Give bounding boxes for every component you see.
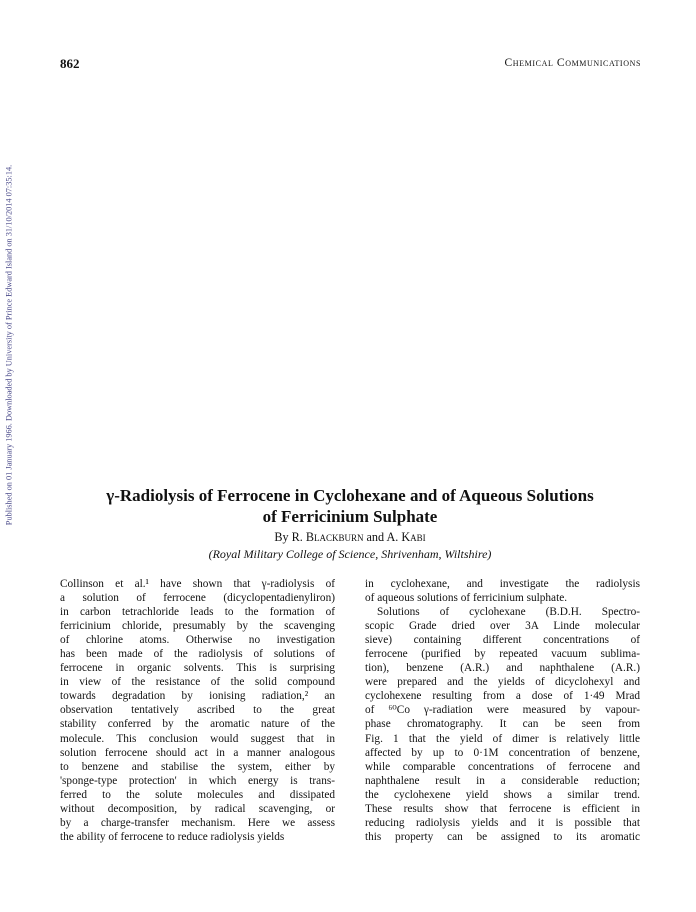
- article-title-line: γ-Radiolysis of Ferrocene in Cyclohexane and of Aqueous Solutions: [106, 486, 594, 505]
- body-line: were prepared and the yields of dicyclohexyl and: [365, 676, 640, 689]
- body-line: ferricinium chloride, presumably by the scavenging: [60, 620, 335, 633]
- journal-name: Chemical Communications: [504, 57, 641, 69]
- body-line: the cyclohexene yield shows a similar trend.: [365, 788, 640, 801]
- body-line: of ⁶⁰Co γ-radiation were measured by vapour-: [365, 704, 640, 717]
- body-line: has been made of the radiolysis of solutions of: [60, 648, 335, 661]
- body-line: towards degradation by ionising radiation,² an: [60, 690, 335, 703]
- body-line: solution ferrocene should act in a manner analogous: [60, 746, 335, 759]
- body-line: ferrocene (purified by repeated vacuum sublima-: [365, 648, 640, 661]
- body-line: the ability of ferrocene to reduce radiolysis yields: [60, 830, 285, 843]
- affiliation: (Royal Military College of Science, Shrivenham, Wiltshire): [208, 547, 492, 561]
- page-number: 862: [60, 56, 80, 71]
- body-line: 'sponge-type protection' in which energy is trans-: [60, 774, 335, 787]
- body-line: stability conferred by the aromatic nature of the: [60, 718, 335, 731]
- body-line: observation tentatively ascribed to the great: [60, 704, 335, 717]
- author-name: Kabi: [401, 530, 426, 544]
- body-line: without decomposition, by radical scavenging, or: [60, 802, 335, 815]
- body-line: tion), benzene (A.R.) and naphthalene (A.R.): [365, 662, 640, 675]
- right-column: [365, 577, 640, 844]
- body-line: sieve) containing different concentrations of: [365, 634, 640, 647]
- article-title-line: of Ferricinium Sulphate: [262, 507, 438, 526]
- body-line: this property can be assigned to its aromatic: [365, 830, 640, 843]
- body-line: in cyclohexane, and investigate the radiolysis: [365, 578, 640, 590]
- author-line: [60, 530, 640, 545]
- author-by: By R.: [274, 530, 303, 544]
- body-line: to benzene and stabilise the system, either by: [60, 760, 335, 773]
- body-line: reducing radiolysis yields and it is possible that: [365, 816, 640, 829]
- body-line: These results show that ferrocene is efficient in: [365, 802, 640, 815]
- body-line: phase chromatography. It can be seen from: [365, 718, 640, 731]
- article-title: [60, 485, 640, 527]
- body-line: affected by up to 0·1M concentration of benzene,: [365, 746, 640, 759]
- body-line: ferred to the solute molecules and dissipated: [60, 788, 335, 801]
- author-and: and A.: [366, 530, 399, 544]
- download-watermark-text: Published on 01 January 1966. Downloaded by University of Prince Edward Island on 31/10/2014 07:35:14.: [4, 164, 14, 526]
- body-line: scopic Grade dried over 3A Linde molecular: [365, 620, 640, 633]
- body-line: in view of the resistance of the solid compound: [60, 676, 335, 689]
- body-line: cyclohexene resulting from a dose of 1·49 Mrad: [365, 690, 640, 703]
- body-line: of aqueous solutions of ferricinium sulphate.: [365, 592, 568, 605]
- body-line: Fig. 1 that the yield of dimer is relatively little: [365, 732, 640, 745]
- body-line: naphthalene result in a considerable reduction;: [365, 774, 640, 787]
- download-watermark: [2, 110, 16, 580]
- body-line: a solution of ferrocene (dicyclopentadienyliron): [60, 592, 335, 605]
- body-line: ferrocene in organic solvents. This is surprising: [60, 662, 335, 675]
- body-line: in carbon tetrachloride leads to the formation of: [60, 606, 335, 619]
- body-line: while comparable concentrations of ferrocene and: [365, 760, 640, 773]
- author-name: Blackburn: [305, 530, 364, 544]
- body-line: by a charge-transfer mechanism. Here we assess: [60, 816, 335, 829]
- body-line: Collinson et al.¹ have shown that γ-radiolysis of: [60, 578, 335, 590]
- body-line: Solutions of cyclohexane (B.D.H. Spectro-: [377, 606, 640, 619]
- left-column: [60, 577, 335, 844]
- body-line: molecule. This conclusion would suggest that in: [60, 732, 335, 745]
- body-line: of chlorine atoms. Otherwise no investigation: [60, 634, 335, 647]
